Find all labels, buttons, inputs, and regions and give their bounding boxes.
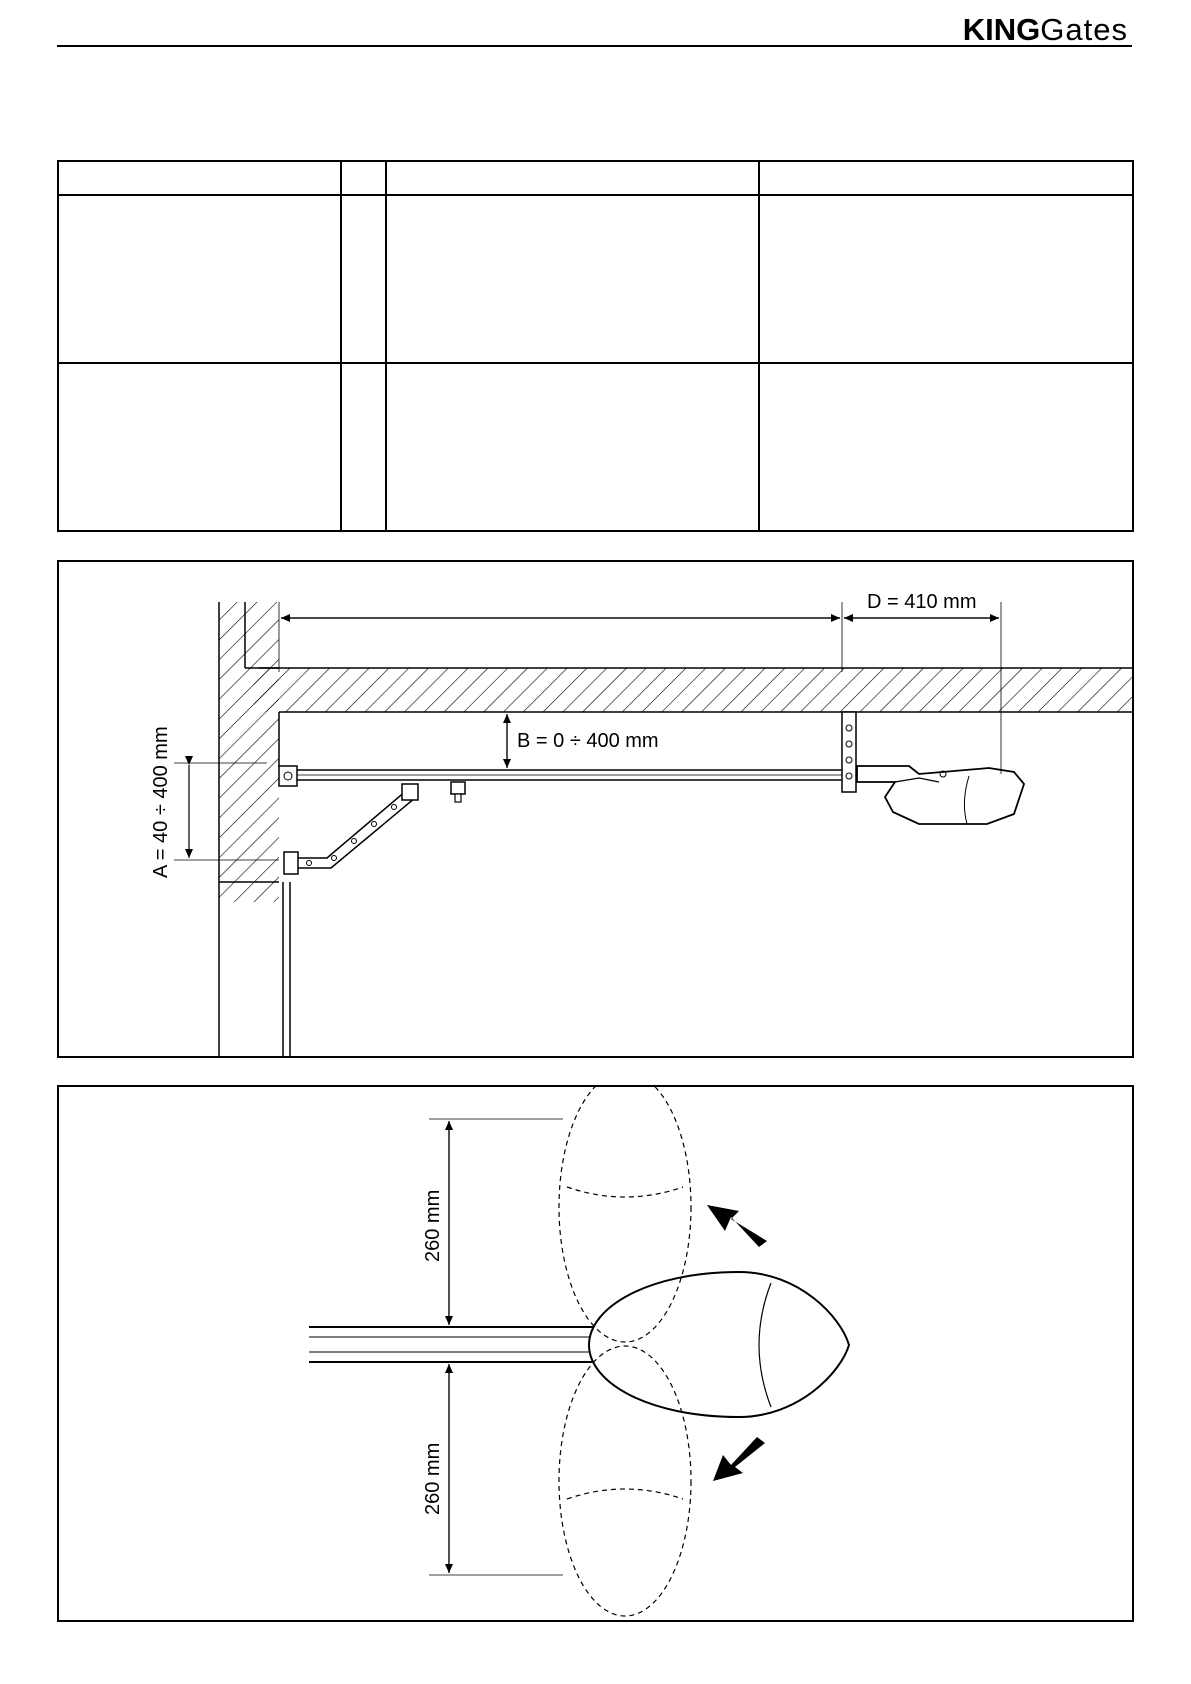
motor-rotation-top-view-figure bbox=[57, 1085, 1134, 1622]
installation-side-view-drawing bbox=[59, 562, 1132, 1056]
rotation-arrow-down-icon bbox=[713, 1437, 765, 1481]
dimension-a-label: A = 40 ÷ 400 mm bbox=[150, 726, 172, 878]
door-arm bbox=[284, 782, 465, 874]
dimension-b bbox=[507, 714, 659, 768]
table-row bbox=[58, 363, 1133, 531]
brand-logo-bold: KING bbox=[962, 12, 1041, 47]
header-rule bbox=[57, 45, 1132, 47]
dimension-top-label: 260 mm bbox=[422, 1189, 444, 1262]
dimension-c bbox=[279, 602, 842, 672]
dimension-d-label: D = 410 mm bbox=[867, 591, 977, 613]
rotation-arrow-up-icon bbox=[707, 1205, 767, 1247]
table-row bbox=[58, 195, 1133, 363]
table-cell bbox=[759, 195, 1133, 363]
table-cell bbox=[759, 363, 1133, 531]
table-cell bbox=[341, 363, 386, 531]
ceiling bbox=[254, 668, 1132, 712]
table-header-cell bbox=[58, 161, 341, 195]
dimension-bottom bbox=[422, 1364, 563, 1575]
brand-logo bbox=[963, 12, 1128, 48]
table-cell bbox=[58, 363, 341, 531]
guide-rail bbox=[279, 766, 851, 786]
ceiling-bracket bbox=[842, 712, 856, 792]
table-header-cell bbox=[341, 161, 386, 195]
installation-side-view-figure bbox=[57, 560, 1134, 1058]
motor-rotation-drawing bbox=[59, 1087, 1132, 1620]
brand-logo-light: Gates bbox=[1040, 12, 1128, 47]
table-cell bbox=[386, 363, 759, 531]
garage-door bbox=[283, 882, 290, 1056]
wall bbox=[219, 602, 279, 1056]
dimension-bottom-label: 260 mm bbox=[422, 1442, 444, 1515]
table-cell bbox=[58, 195, 341, 363]
table-header-cell bbox=[386, 161, 759, 195]
dimension-top bbox=[422, 1087, 563, 1325]
motor-unit bbox=[857, 766, 1024, 824]
rail-top-view bbox=[309, 1327, 619, 1362]
dimension-b-label: B = 0 ÷ 400 mm bbox=[517, 730, 659, 752]
motor-top-view bbox=[589, 1272, 849, 1417]
table-header-cell bbox=[759, 161, 1133, 195]
table-cell bbox=[341, 195, 386, 363]
table-cell bbox=[386, 195, 759, 363]
specification-table bbox=[57, 160, 1134, 532]
table-header-row bbox=[58, 161, 1133, 195]
